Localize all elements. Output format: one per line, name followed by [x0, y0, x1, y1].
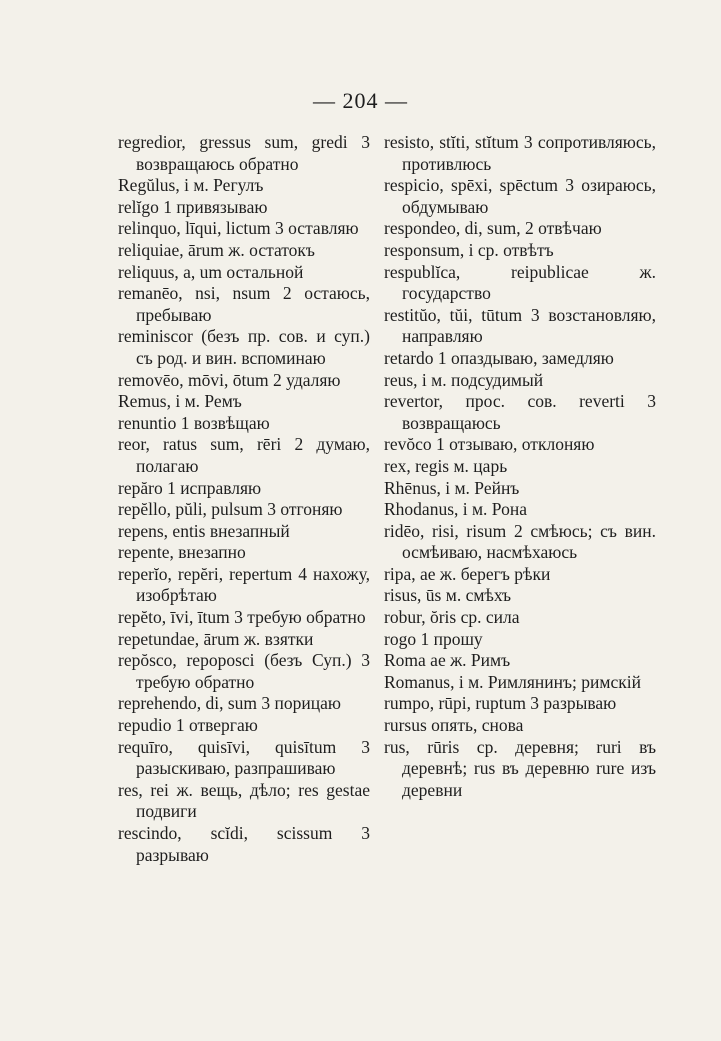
- dictionary-entry: Romanus, i м. Римлянинъ; римскій: [384, 671, 641, 692]
- dictionary-entry: Roma ae ж. Римъ: [384, 650, 511, 671]
- dictionary-entry: rescindo, scĭdi, scissum 3 разрываю: [118, 823, 370, 865]
- page-number: — 204 —: [313, 88, 408, 113]
- dictionary-entry: reor, ratus sum, rēri 2 думаю, полагаю: [118, 434, 370, 476]
- dictionary-entry: rursus опять, снова: [384, 715, 524, 736]
- dictionary-entry: repĕto, īvi, ītum 3 требую обратно: [118, 607, 366, 628]
- dictionary-entry: Remus, i м. Ремъ: [118, 391, 242, 412]
- dictionary-entry: revŏco 1 отзываю, отклоняю: [384, 434, 595, 455]
- dictionary-entry: requīro, quisīvi, quisītum 3 разыскиваю, разпрашиваю: [118, 736, 370, 779]
- dictionary-entry: restitŭo, tŭi, tūtum 3 возстановляю, направляю: [384, 304, 656, 347]
- dictionary-entry: ripa, ae ж. берегъ рѣки: [384, 563, 551, 584]
- dictionary-entry: risus, ūs м. смѣхъ: [384, 585, 512, 606]
- dictionary-entry: reus, i м. подсудимый: [384, 369, 544, 390]
- dictionary-entry: res, rei ж. вещь, дѣло; res gestae подвиги: [118, 779, 370, 822]
- dictionary-entry: relĭgo 1 привязываю: [118, 196, 268, 217]
- dictionary-entry: regredior, gressus sum, gredi 3 возвращаюсь обратно: [118, 132, 370, 174]
- dictionary-entry: repudio 1 отвергаю: [118, 715, 258, 736]
- dictionary-entry: reliquiae, ārum ж. остатокъ: [118, 239, 315, 260]
- dictionary-entry: remanēo, nsi, nsum 2 остаюсь, пребываю: [118, 283, 370, 325]
- dictionary-entry: rus, rūris ср. деревня; ruri въ деревнѣ; rus въ деревню rure изъ деревни: [384, 736, 656, 800]
- dictionary-entry: renuntio 1 возвѣщаю: [118, 412, 270, 433]
- dictionary-entry: reperĭo, repĕri, repertum 4 нахожу, изобрѣтаю: [118, 563, 370, 606]
- dictionary-entry: Regŭlus, i м. Регулъ: [118, 175, 264, 196]
- dictionary-entry: removēo, mōvi, ōtum 2 удаляю: [118, 369, 341, 390]
- dictionary-entry: repŏsco, repoposci (безъ Суп.) 3 требую обратно: [118, 650, 370, 692]
- dictionary-entry: revertor, прос. сов. reverti 3 возвращаюсь: [384, 391, 656, 433]
- dictionary-entry: reprehendo, di, sum 3 порицаю: [118, 693, 341, 714]
- dictionary-entry: respondeo, di, sum, 2 отвѣчаю: [384, 218, 602, 239]
- dictionary-entry: repĕllo, pŭli, pulsum 3 отгоняю: [118, 499, 343, 520]
- dictionary-entry: robur, ŏris ср. сила: [384, 607, 520, 628]
- dictionary-entry: reminiscor (безъ пр. сов. и суп.) съ род. и вин. вспоминаю: [118, 326, 370, 368]
- dictionary-entry: Rhodanus, i м. Рона: [384, 499, 527, 520]
- dictionary-entry: respublĭca, reipublicae ж. государство: [384, 261, 656, 304]
- dictionary-entry: resisto, stĭti, stĭtum 3 сопротивляюсь, противлюсь: [384, 132, 656, 174]
- dictionary-entry: respicio, spēxi, spēctum 3 озираюсь, обдумываю: [384, 175, 656, 217]
- dictionary-entry: retardo 1 опаздываю, замедляю: [384, 347, 614, 368]
- left-column: [118, 132, 370, 866]
- dictionary-entry: rex, regis м. царь: [384, 455, 508, 476]
- dictionary-entry: rogo 1 прошу: [384, 628, 483, 649]
- dictionary-entry: ridēo, risi, risum 2 смѣюсь; съ вин. осмѣиваю, насмѣхаюсь: [384, 520, 656, 563]
- dictionary-entry: repetundae, ārum ж. взятки: [118, 628, 314, 649]
- dictionary-entry: repente, внезапно: [118, 542, 246, 563]
- dictionary-entry: repens, entis внезапный: [118, 520, 290, 541]
- dictionary-entry: Rhēnus, i м. Рейнъ: [384, 477, 520, 498]
- dictionary-entry: reliquus, a, um остальной: [118, 261, 304, 282]
- dictionary-entry: relinquo, līqui, lictum 3 оставляю: [118, 218, 359, 239]
- right-column: [384, 132, 656, 801]
- dictionary-entry: repăro 1 исправляю: [118, 477, 262, 498]
- dictionary-entry: rumpo, rūpi, ruptum 3 разрываю: [384, 693, 617, 714]
- dictionary-entry: responsum, i ср. отвѣтъ: [384, 239, 554, 260]
